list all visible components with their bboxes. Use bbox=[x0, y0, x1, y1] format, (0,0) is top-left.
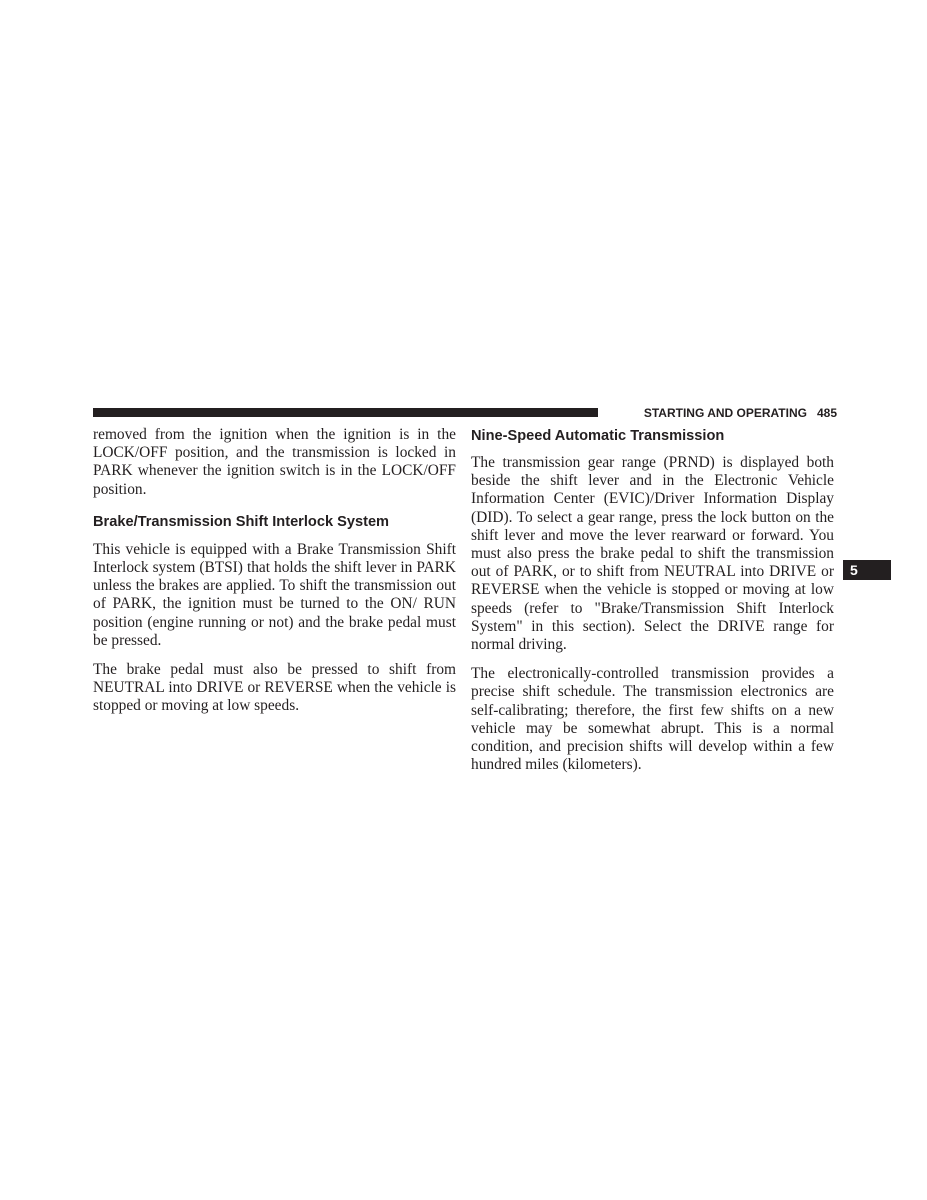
btsi-heading: Brake/Transmission Shift Interlock System bbox=[93, 513, 390, 530]
btsi-paragraph-2: The brake pedal must also be pressed to shift from NEUTRAL into DRIVE or REVERSE when the vehicle is stopped or moving at low speeds. bbox=[93, 661, 456, 715]
right-column bbox=[471, 426, 834, 785]
transmission-heading: Nine-Speed Automatic Transmission bbox=[471, 428, 725, 444]
header-rule bbox=[93, 408, 598, 417]
chapter-tab: 5 bbox=[843, 560, 891, 580]
running-header bbox=[607, 405, 837, 421]
section-title: STARTING AND OPERATING bbox=[643, 406, 807, 420]
btsi-paragraph-1: This vehicle is equipped with a Brake Transmission Shift Interlock system (BTSI) that holds the shift lever in PARK unless the brakes are applied. To shift the transmission out of PARK, the ignition must be turned to the ON/ RUN position (engine running or not) and the brake pedal must be pressed. bbox=[93, 540, 456, 649]
continuation-paragraph: removed from the ignition when the ignition is in the LOCK/OFF position, and the transmission is locked in PARK whenever the ignition switch is in the LOCK/OFF position. bbox=[93, 426, 456, 498]
left-column bbox=[93, 426, 456, 727]
transmission-paragraph-1: The transmission gear range (PRND) is displayed both beside the shift lever and in the Electronic Vehicle Information Center (EVIC)/Driver Information Display (DID). To select a gear range, press the lock button on the shift lever and move the lever rearward or forward. You must also press the brake pedal to shift the transmission out of PARK, or to shift from NEUTRAL into DRIVE or REVERSE when the vehicle is stopped or moving at low speeds (refer to "Brake/Transmission Shift Interlock System" in this section). Select the DRIVE range for normal driving. bbox=[471, 454, 834, 654]
transmission-paragraph-2: The electronically-controlled transmission provides a precise shift schedule. The transmission electronics are self-calibrating; therefore, the first few shifts on a new vehicle may be somewhat abrupt. This is a normal condition, and precision shifts will develop within a few hundred miles (kilometers). bbox=[471, 665, 834, 774]
page-number: 485 bbox=[816, 406, 837, 420]
